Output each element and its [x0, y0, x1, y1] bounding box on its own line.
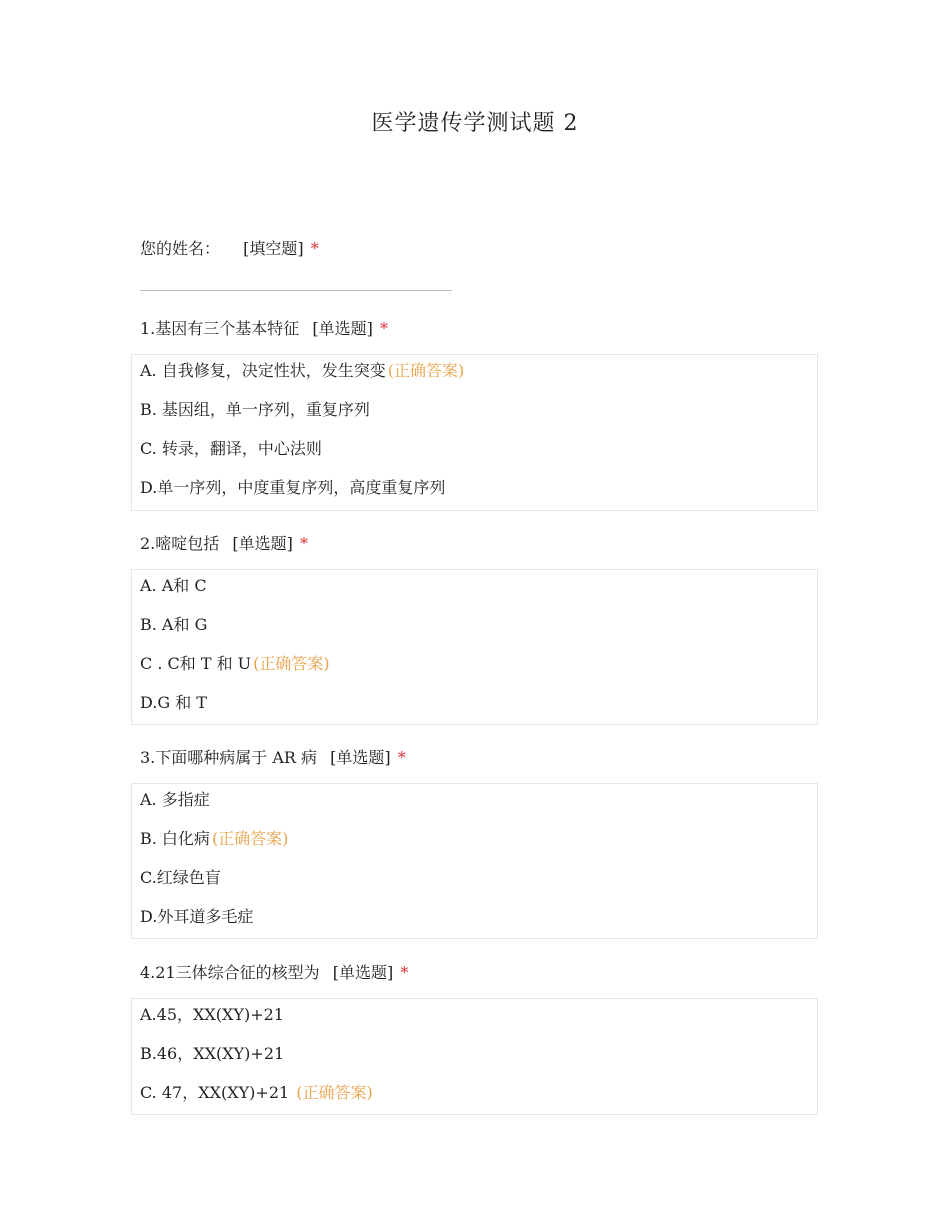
- option-text: C. 转录，翻译，中心法则: [140, 439, 322, 458]
- question-type-tag: [填空题]: [243, 239, 304, 258]
- question-type-tag: [单选题]: [330, 748, 391, 767]
- option-2a[interactable]: [132, 568, 817, 607]
- option-text: B. 白化病: [140, 829, 210, 848]
- correct-answer-marker: (正确答案): [253, 654, 330, 673]
- question-text: 4.21三体综合征的核型为: [140, 963, 320, 982]
- question-type-tag: [单选题]: [312, 319, 373, 338]
- option-1a[interactable]: [132, 353, 817, 392]
- option-text: A. A和 C: [140, 576, 207, 595]
- question-3-options: [131, 783, 818, 939]
- option-4b[interactable]: [132, 1036, 817, 1075]
- question-4: [140, 960, 408, 983]
- option-3a[interactable]: [132, 782, 817, 821]
- option-1b[interactable]: [132, 392, 817, 431]
- required-mark: *: [400, 963, 409, 982]
- correct-answer-marker: (正确答案): [291, 1083, 373, 1102]
- page-title: 医学遗传学测试题 2: [371, 111, 579, 136]
- required-mark: *: [299, 534, 308, 553]
- option-text: A.45，XX(XY)+21: [140, 1005, 284, 1024]
- name-answer-field[interactable]: [140, 290, 452, 291]
- question-text: 2.嘧啶包括: [140, 534, 220, 553]
- required-mark: *: [379, 319, 388, 338]
- required-mark: *: [310, 239, 319, 258]
- question-text: 3.下面哪种病属于 AR 病: [140, 748, 318, 767]
- option-2b[interactable]: [132, 607, 817, 646]
- name-question: [140, 236, 319, 259]
- option-text: D.单一序列，中度重复序列，高度重复序列: [140, 478, 446, 497]
- option-text: A. 自我修复，决定性状，发生突变: [140, 361, 386, 380]
- option-3d[interactable]: [132, 899, 817, 938]
- option-3b[interactable]: [132, 821, 817, 860]
- option-2d[interactable]: [132, 685, 817, 724]
- required-mark: *: [397, 748, 406, 767]
- option-text: B.46，XX(XY)+21: [140, 1044, 285, 1063]
- option-1c[interactable]: [132, 431, 817, 470]
- question-2: [140, 531, 308, 554]
- question-4-options: [131, 998, 818, 1115]
- option-text: C.红绿色盲: [140, 868, 221, 887]
- question-type-tag: [单选题]: [232, 534, 293, 553]
- name-question-label: 您的姓名：: [140, 239, 221, 258]
- option-text: B. A和 G: [140, 615, 208, 634]
- question-3: [140, 745, 406, 768]
- correct-answer-marker: (正确答案): [211, 829, 289, 848]
- option-2c[interactable]: [132, 646, 817, 685]
- question-2-options: [131, 569, 818, 725]
- option-text: D.G 和 T: [140, 693, 207, 712]
- option-1d[interactable]: [132, 470, 817, 509]
- question-1: [140, 316, 388, 339]
- option-text: B. 基因组，单一序列，重复序列: [140, 400, 370, 419]
- option-text: C . C和 T 和 U: [140, 654, 252, 673]
- correct-answer-marker: (正确答案): [387, 361, 465, 380]
- option-4a[interactable]: [132, 997, 817, 1036]
- option-text: C. 47，XX(XY)+21: [140, 1083, 290, 1102]
- question-1-options: [131, 354, 818, 511]
- question-type-tag: [单选题]: [332, 963, 394, 982]
- option-3c[interactable]: [132, 860, 817, 899]
- option-text: D.外耳道多毛症: [140, 907, 254, 926]
- option-4c[interactable]: [132, 1075, 817, 1114]
- option-text: A. 多指症: [140, 790, 210, 809]
- question-text: 1.基因有三个基本特征: [140, 319, 300, 338]
